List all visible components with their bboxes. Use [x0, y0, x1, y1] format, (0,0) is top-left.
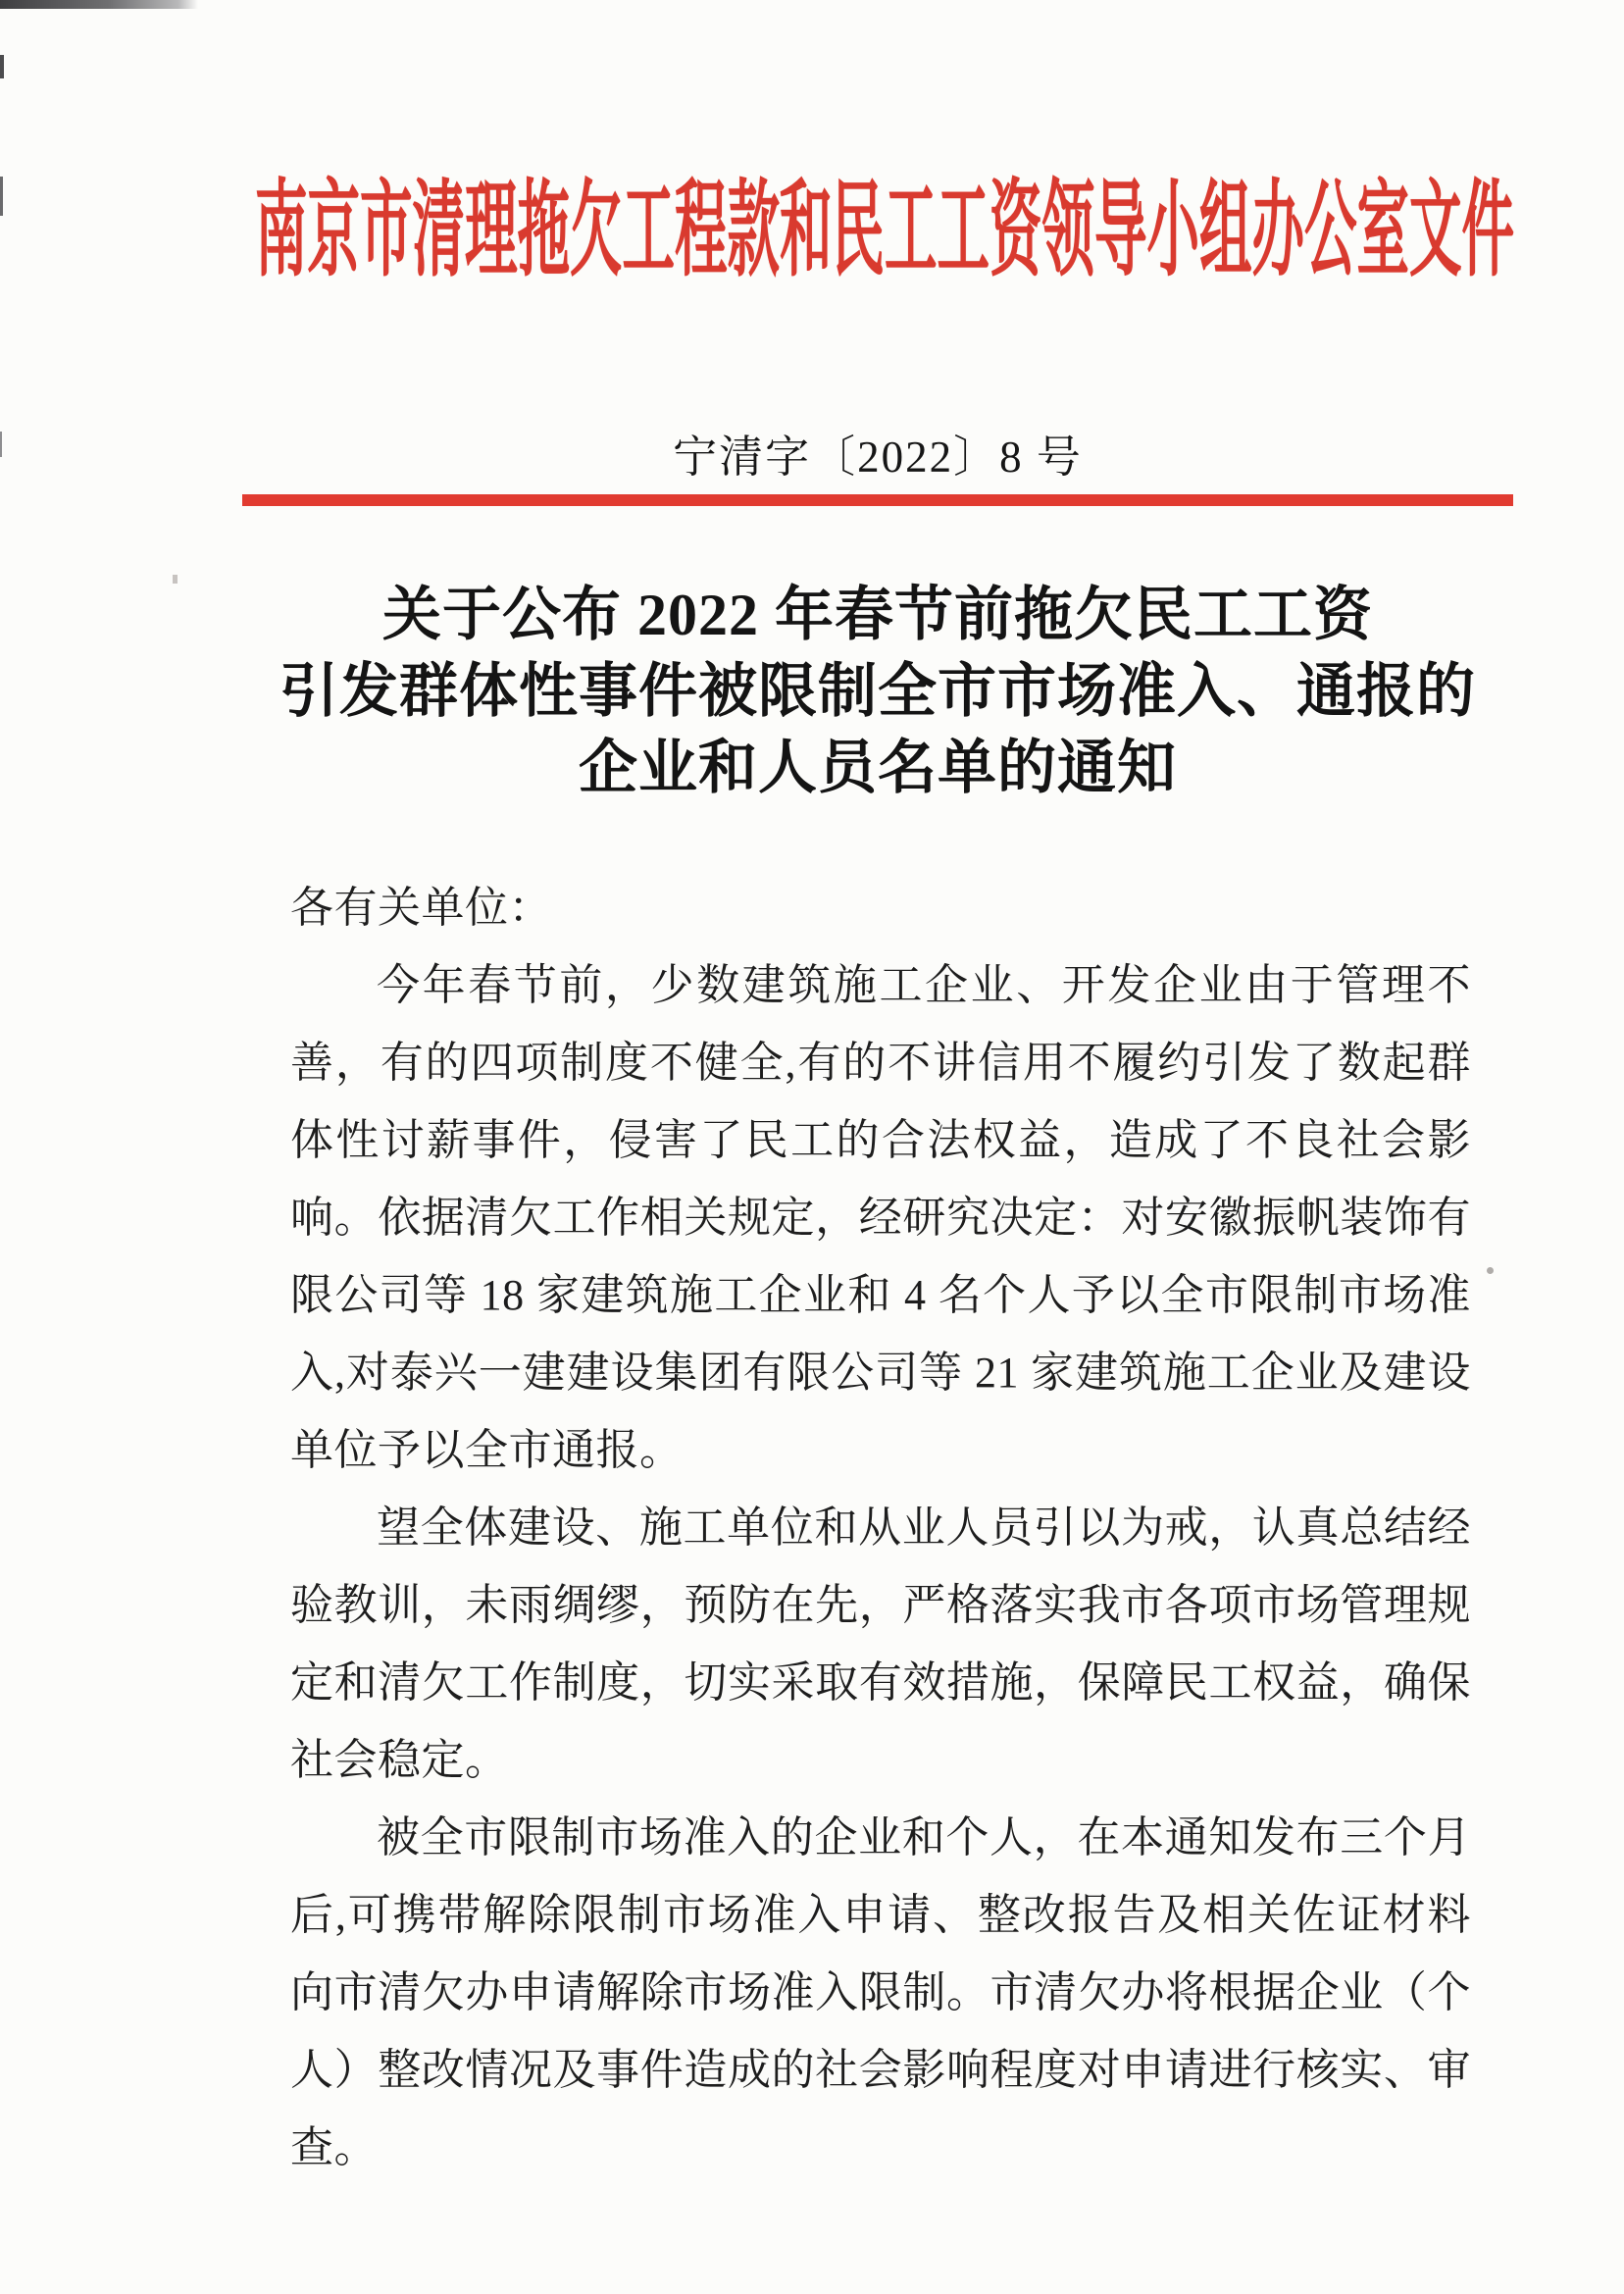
body-paragraph: 今年春节前，少数建筑施工企业、开发企业由于管理不善，有的四项制度不健全,有的不讲信用不履约引发了数起群体性讨薪事件，侵害了民工的合法权益，造成了不良社会影响。依据清欠工作相关规定，经研究决定：对安徽振帆装饰有限公司等 18 家建筑施工企业和 4 名个人予以全市限制市场准入,对泰兴一建建设集团有限公司等 21 家建筑施工企业及建设单位予以全市通报。: [290, 961, 1471, 1474]
document-number: 宁清字〔2022〕8 号: [673, 433, 1083, 482]
salutation: 各有关单位：: [290, 884, 552, 932]
scan-artifact-speck: [1487, 1267, 1494, 1274]
document-title-line: 引发群体性事件被限制全市市场准入、通报的: [279, 659, 1476, 724]
document-title: [235, 577, 1520, 806]
scan-artifact-left-edge: [0, 177, 3, 216]
document-title-line: 关于公布 2022 年春节前拖欠民工工资: [382, 583, 1373, 647]
body-paragraph: 被全市限制市场准入的企业和个人，在本通知发布三个月后,可携带解除限制市场准入申请、整改报告及相关佐证材料向市清欠办申请解除市场准入限制。市清欠办将根据企业（个人）整改情况及事件造成的社会影响程度对申请进行核实、审查。: [290, 1813, 1471, 2171]
document-title-line: 企业和人员名单的通知: [579, 736, 1177, 800]
scan-artifact-left-edge: [0, 432, 2, 457]
letterhead-text: 南京市清理拖欠工程款和民工工资领导小组办公室文件: [255, 173, 1515, 289]
scan-artifact-speck: [173, 575, 178, 584]
document-body: [290, 869, 1471, 2186]
red-divider-rule: [242, 494, 1513, 506]
letterhead-banner: [255, 171, 1514, 292]
scan-artifact-left-edge: [0, 55, 4, 78]
scan-artifact-top-strip: [0, 0, 198, 9]
body-paragraph: 望全体建设、施工单位和从业人员引以为戒，认真总结经验教训，未雨绸缪，预防在先，严格落实我市各项市场管理规定和清欠工作制度，切实采取有效措施，保障民工权益，确保社会稳定。: [290, 1504, 1471, 1784]
